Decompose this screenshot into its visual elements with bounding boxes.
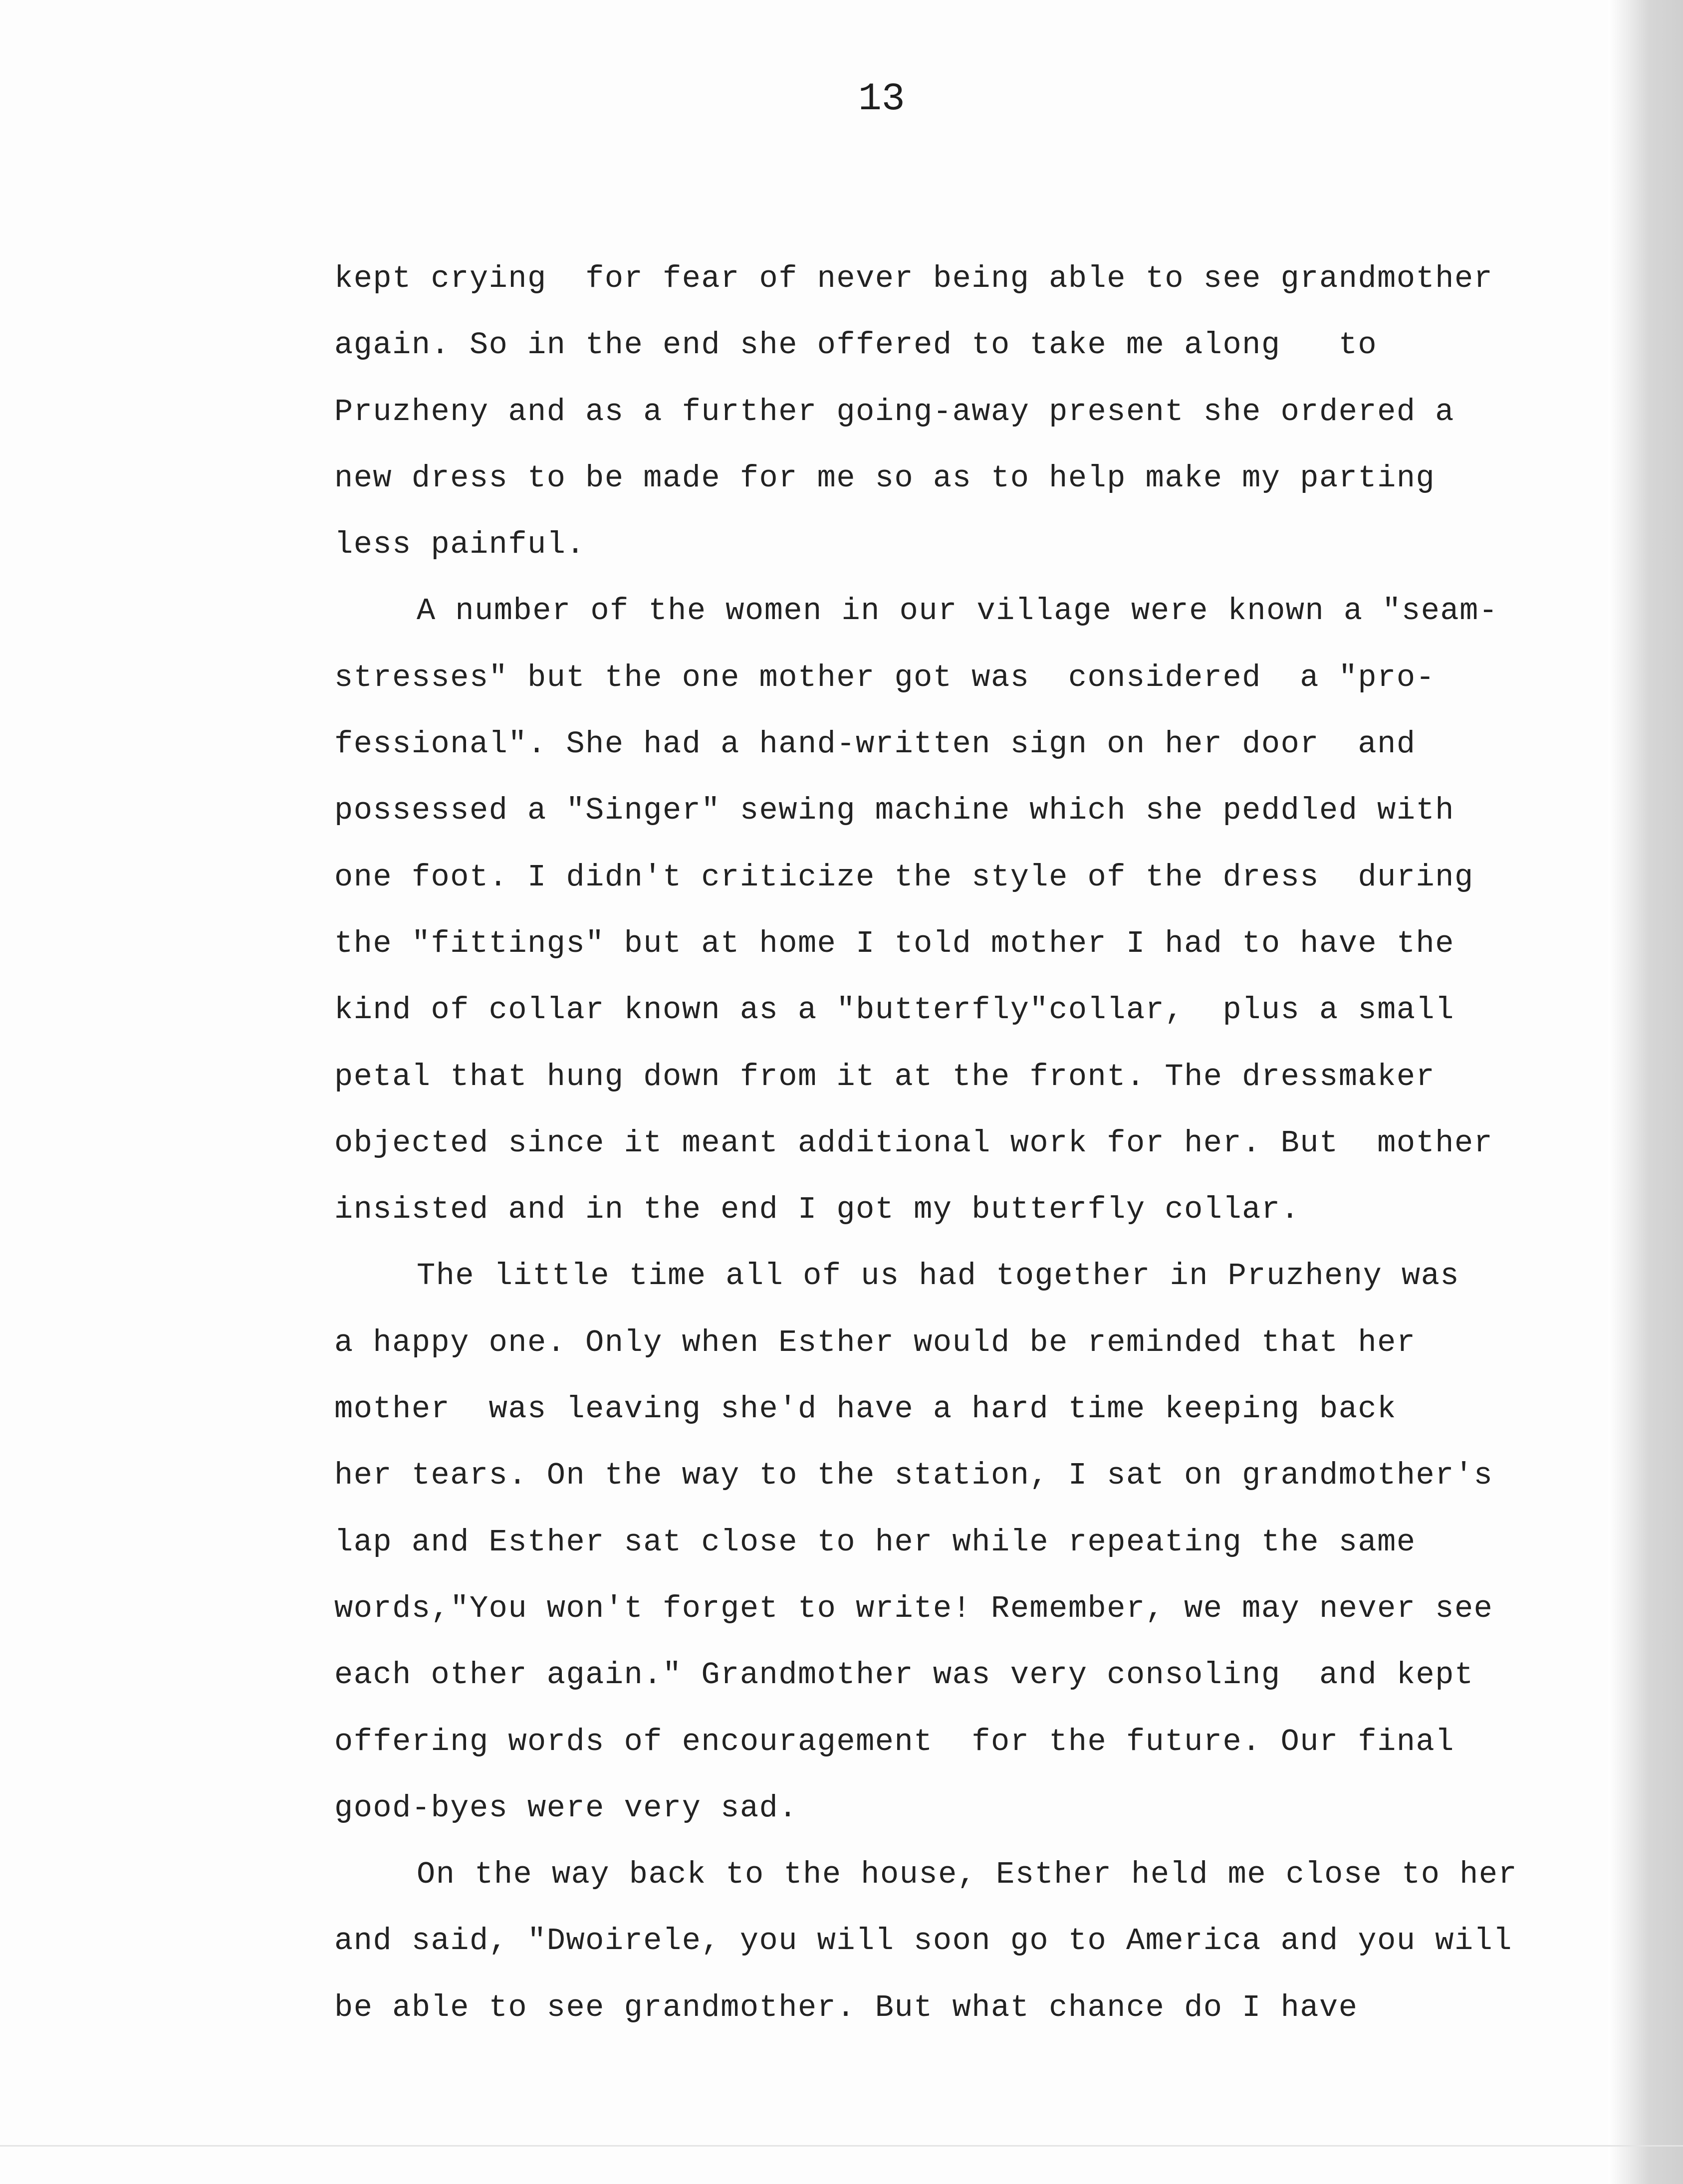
text-line: The little time all of us had together in Pruzheny was [417,1258,1460,1294]
text-line: her tears. On the way to the station, I sat on grandmother's [334,1458,1493,1494]
text-line: offering words of encouragement for the future. Our final [334,1724,1454,1759]
text-line: good-byes were very sad. [334,1790,798,1826]
text-line: stresses" but the one mother got was considered a "pro- [334,659,1436,695]
text-line: one foot. I didn't criticize the style of the dress during [334,859,1474,895]
text-line: kept crying for fear of never being able to see grandmother [334,261,1493,296]
text-line: new dress to be made for me so as to help make my parting [334,460,1436,496]
text-line: possessed a "Singer" sewing machine which she peddled with [334,793,1454,829]
text-line: be able to see grandmother. But what chance do I have [334,1989,1358,2025]
page-number: 13 [858,77,905,121]
text-line: petal that hung down from it at the front. The dressmaker [334,1059,1436,1094]
text-line: objected since it meant additional work for her. But mother [334,1125,1493,1161]
body-text [334,245,1562,2041]
text-line: lap and Esther sat close to her while repeating the same [334,1524,1416,1560]
text-line: A number of the women in our village were known a "seam- [417,593,1498,629]
text-line: On the way back to the house, Esther held me close to her [417,1857,1518,1893]
text-line: insisted and in the end I got my butterfly collar. [334,1192,1300,1228]
text-line: words,"You won't forget to write! Remember, we may never see [334,1590,1493,1626]
text-line: and said, "Dwoirele, you will soon go to America and you will [334,1923,1513,1959]
text-line: each other again." Grandmother was very consoling and kept [334,1657,1474,1693]
page-bottom-edge [0,2145,1683,2147]
text-line: a happy one. Only when Esther would be reminded that her [334,1324,1416,1360]
scanner-edge [1608,0,1683,2184]
text-line: fessional". She had a hand-written sign on her door and [334,726,1416,762]
text-line: the "fittings" but at home I told mother I had to have the [334,925,1454,961]
text-line: mother was leaving she'd have a hard time keeping back [334,1391,1397,1427]
text-line: kind of collar known as a "butterfly"collar, plus a small [334,992,1454,1028]
text-line: Pruzheny and as a further going-away present she ordered a [334,394,1454,430]
text-line: less painful. [334,527,586,563]
text-line: again. So in the end she offered to take me along to [334,327,1378,363]
